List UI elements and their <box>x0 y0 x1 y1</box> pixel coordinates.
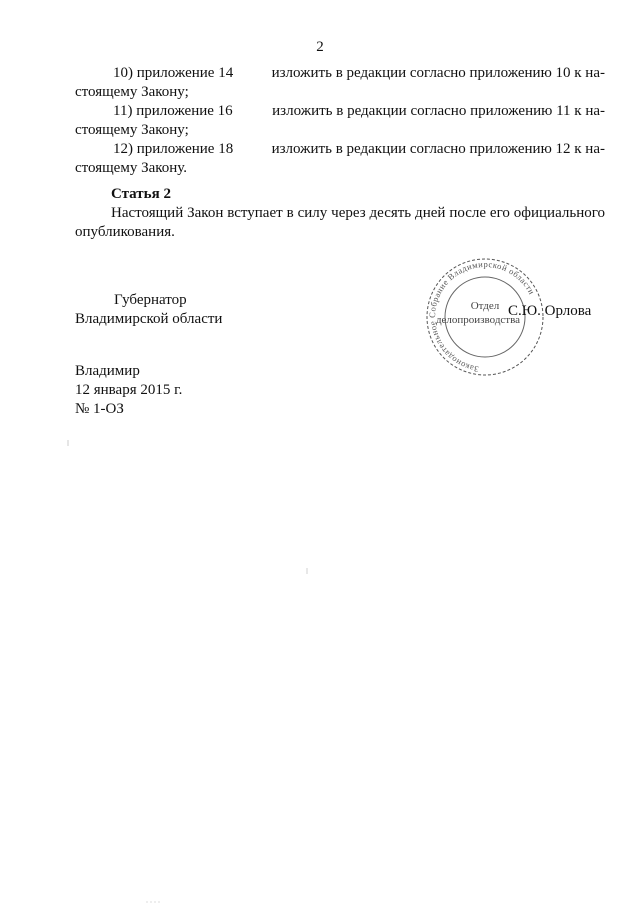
amendment-continuation: стоящему Закону; <box>75 122 189 138</box>
amendment-first-line <box>75 64 605 83</box>
stamp-center-line1: Отдел <box>470 300 500 312</box>
amendment-appendix: приложение 16 <box>136 103 233 119</box>
amendment-list <box>75 64 605 178</box>
law-number: № 1-ОЗ <box>75 401 124 417</box>
amendment-first-line <box>75 140 605 159</box>
amendment-continuation: стоящему Закону. <box>75 160 188 176</box>
amendment-continuation: стоящему Закону; <box>75 84 189 100</box>
article-title: Статья 2 <box>111 186 171 202</box>
place-date-block <box>75 362 182 419</box>
page-number: 2 <box>316 39 324 55</box>
amendment-number: 12) <box>113 141 133 157</box>
place-city: Владимир <box>75 363 140 379</box>
article-body: Настоящий Закон вступает в силу через десять дней после его официального опубликования. <box>75 205 605 240</box>
amendment-appendix: приложение 18 <box>136 141 234 157</box>
place-date: 12 января 2015 г. <box>75 382 183 398</box>
amendment-number: 10) <box>113 65 133 81</box>
signer-title-line1: Губернатор <box>114 292 187 308</box>
amendment-appendix: приложение 14 <box>136 65 234 81</box>
amendment-item <box>75 64 605 102</box>
article-2 <box>75 185 605 242</box>
amendment-item <box>75 140 605 178</box>
signer-title-line2: Владимирской области <box>75 311 223 327</box>
amendment-action: изложить в редакции согласно приложению 10 к на- <box>271 65 605 81</box>
amendment-number: 11) <box>113 103 133 119</box>
stamp-ring-text: Законодательное Собрание Владимирской области <box>426 258 538 375</box>
amendment-action: изложить в редакции согласно приложению 12 к на- <box>271 141 605 157</box>
signature-block <box>75 291 222 329</box>
amendment-action: изложить в редакции согласно приложению 11 к на- <box>272 103 605 119</box>
signer-name: С.Ю. Орлова <box>508 303 592 319</box>
amendment-first-line <box>75 102 605 121</box>
amendment-item <box>75 102 605 140</box>
stamp-center-line2: делопроизводства <box>435 314 521 326</box>
